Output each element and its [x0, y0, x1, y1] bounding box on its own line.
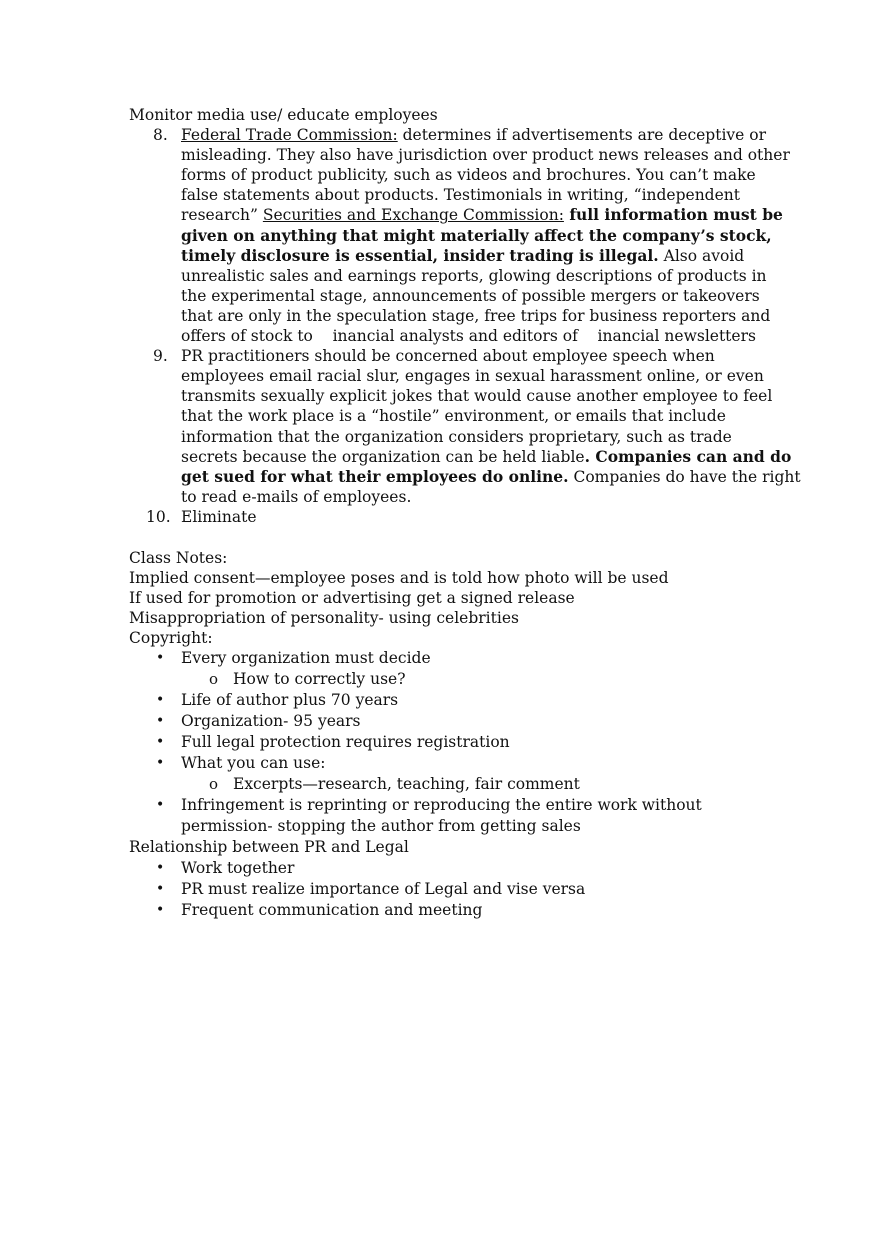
- bold-text: full information must be: [563, 205, 783, 225]
- note-line: Misappropriation of personality- using celebrities: [129, 609, 519, 628]
- bold-text: . Companies can and do: [584, 446, 792, 466]
- bullet-item: [129, 900, 754, 921]
- text-run: employees email racial slur, engages in sexual harassment online, or even: [181, 367, 764, 386]
- copyright-list: [129, 648, 754, 837]
- note-line: If used for promotion or advertising get a signed release: [129, 589, 575, 608]
- item-line: [181, 487, 754, 507]
- numbered-item: [129, 507, 754, 527]
- sub-bullet-text: How to correctly use?: [233, 670, 406, 689]
- bullet-marker: •: [156, 650, 165, 667]
- text-run: Also avoid: [658, 246, 745, 265]
- item-line: [181, 165, 754, 185]
- item-line: [181, 205, 783, 225]
- text-run: that the work place is a “hostile” environment, or emails that include: [181, 407, 726, 426]
- text-run: Companies do have the right: [568, 467, 801, 486]
- relationship-list: [129, 858, 754, 921]
- bullet-item: [129, 858, 754, 879]
- text-run: that are only in the speculation stage, free trips for business reporters and: [181, 306, 771, 325]
- sub-bullet-marker: o: [209, 775, 219, 794]
- bullet-item: [129, 690, 754, 711]
- item-line: [181, 366, 764, 386]
- bullet-text: Frequent communication and meeting: [181, 900, 483, 919]
- bullet-item: [129, 753, 754, 774]
- bullet-marker: •: [156, 901, 165, 918]
- bullet-item: [129, 879, 754, 900]
- bullet-text-continued: permission- stopping the author from getting sales: [181, 817, 581, 836]
- bullet-item: [129, 795, 754, 837]
- item-line: [181, 266, 767, 286]
- item-line: [181, 225, 772, 246]
- item-line: [181, 446, 792, 467]
- relationship-heading: Relationship between PR and Legal: [129, 838, 409, 857]
- item-line: [181, 125, 767, 145]
- bold-text: get sued for what their employees do online.: [181, 466, 569, 486]
- item-line: [181, 386, 773, 406]
- bullet-marker: •: [156, 734, 165, 751]
- bullet-text: What you can use:: [181, 754, 326, 773]
- item-line: [181, 306, 771, 326]
- item-number: 8.: [153, 126, 168, 145]
- bullet-marker: •: [156, 755, 165, 772]
- bullet-marker: •: [156, 859, 165, 876]
- item-line: [181, 466, 801, 487]
- bold-text: given on anything that might materially affect the company’s stock,: [181, 225, 772, 245]
- sub-bullet-item: [129, 774, 754, 795]
- bold-text: timely disclosure is essential, insider trading is illegal.: [181, 245, 659, 265]
- item-line: [181, 427, 754, 447]
- intro-line: Monitor media use/ educate employees: [129, 106, 438, 124]
- text-run: false statements about products. Testimonials in writing, “independent: [181, 186, 740, 205]
- underlined-term: Securities and Exchange Commission:: [262, 206, 564, 225]
- text-run: misleading. They also have jurisdiction over product news releases and other: [181, 146, 790, 165]
- bullet-text: Full legal protection requires registration: [181, 733, 510, 752]
- text-run: determines if advertisements are deceptive or: [397, 126, 767, 145]
- bullet-marker: •: [156, 797, 165, 814]
- numbered-item: [129, 125, 790, 346]
- bullet-text: Infringement is reprinting or reproducing the entire work without: [181, 796, 702, 815]
- bullet-item: [129, 711, 754, 732]
- sub-bullet-text: Excerpts—research, teaching, fair comment: [233, 775, 580, 794]
- copyright-heading: Copyright:: [129, 629, 213, 648]
- item-line: [181, 185, 754, 205]
- note-line: Implied consent—employee poses and is told how photo will be used: [129, 569, 669, 588]
- bullet-item: [129, 648, 754, 669]
- text-run: Eliminate: [181, 507, 257, 526]
- class-notes-lines: [129, 568, 754, 628]
- bullet-marker: •: [156, 880, 165, 897]
- item-line: [181, 246, 754, 266]
- text-run: to read e-mails of employees.: [181, 487, 412, 506]
- text-run: information that the organization considers proprietary, such as trade: [181, 427, 732, 446]
- class-notes-heading: Class Notes:: [129, 548, 228, 567]
- text-run: offers of stock to inancial analysts and editors of inancial newsletters: [181, 327, 756, 346]
- item-line: [181, 145, 790, 165]
- item-line: [181, 406, 754, 426]
- bullet-text: PR must realize importance of Legal and vise versa: [181, 879, 586, 898]
- bullet-text: Every organization must decide: [181, 649, 431, 668]
- bullet-text: Life of author plus 70 years: [181, 691, 399, 710]
- document-body: [129, 105, 801, 921]
- underlined-term: Federal Trade Commission:: [181, 126, 398, 145]
- item-line: [181, 346, 754, 366]
- bullet-text: Organization- 95 years: [181, 712, 361, 731]
- numbered-list: [129, 125, 801, 527]
- item-number: 10.: [146, 507, 171, 526]
- item-line: [181, 507, 754, 527]
- item-line: [181, 286, 760, 306]
- text-run: secrets because the organization can be held liable: [181, 447, 585, 466]
- bullet-marker: •: [156, 692, 165, 709]
- spacer: [129, 527, 754, 548]
- text-run: the experimental stage, announcements of possible mergers or takeovers: [181, 286, 760, 305]
- numbered-item: [129, 346, 801, 507]
- text-run: research”: [181, 206, 263, 225]
- text-run: forms of product publicity, such as videos and brochures. You can’t make: [181, 166, 756, 185]
- sub-bullet-marker: o: [209, 670, 219, 689]
- bullet-text: Work together: [181, 858, 295, 877]
- bullet-item: [129, 732, 754, 753]
- item-line: [181, 326, 754, 346]
- item-number: 9.: [153, 347, 168, 366]
- text-run: PR practitioners should be concerned about employee speech when: [181, 347, 715, 366]
- sub-bullet-item: [129, 669, 754, 690]
- text-run: transmits sexually explicit jokes that would cause another employee to feel: [181, 387, 773, 406]
- bullet-marker: •: [156, 713, 165, 730]
- text-run: unrealistic sales and earnings reports, glowing descriptions of products in: [181, 266, 767, 285]
